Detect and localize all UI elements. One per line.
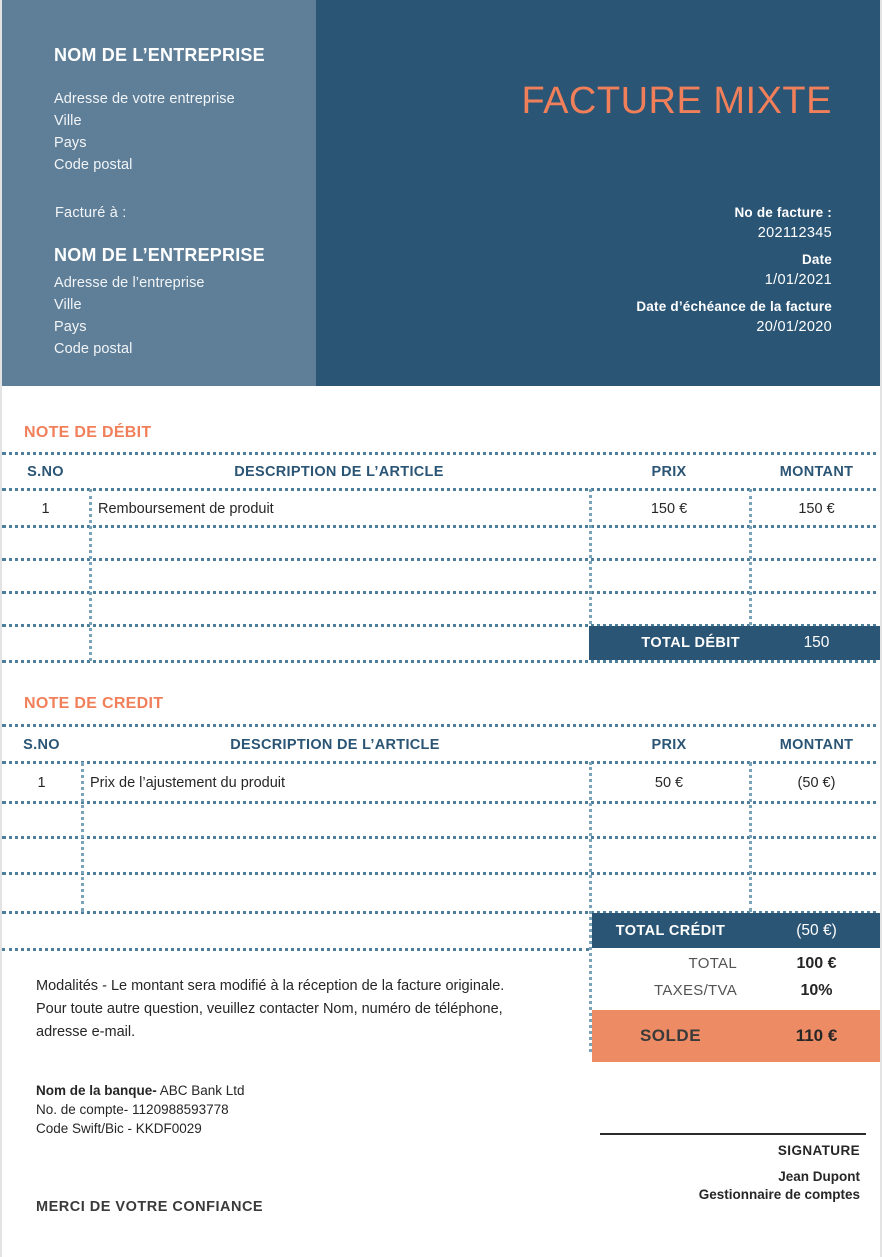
summary-tax-label: TAXES/TVA [654, 982, 737, 999]
client-address-line-2: Ville [54, 297, 82, 313]
summary-balance-value: 110 € [795, 1026, 838, 1045]
invoice-due-label: Date d’échéance de la facture [636, 299, 832, 314]
debit-total-label: TOTAL DÉBIT [641, 635, 740, 651]
credit-divider-sno [81, 762, 84, 912]
thank-you-note: MERCI DE VOTRE CONFIANCE [36, 1199, 264, 1215]
client-company-name: NOM DE L’ENTREPRISE [54, 245, 265, 265]
client-address [54, 272, 205, 360]
summary-total-value: 100 € [796, 954, 837, 972]
invoice-due-value: 20/01/2020 [756, 319, 832, 335]
invoice-due-block [636, 297, 832, 338]
debit-col-description: DESCRIPTION DE L’ARTICLE [234, 464, 444, 480]
debit-col-price: PRIX [651, 464, 687, 480]
invoice-number-block [636, 203, 832, 244]
terms-line-1: Modalités - Le montant sera modifié à la réception de la facture originale. [36, 978, 505, 994]
invoice-meta [636, 203, 832, 344]
supplier-address-line-4: Code postal [54, 157, 133, 173]
client-address-line-3: Pays [54, 319, 87, 335]
signature-role: Gestionnaire de comptes [698, 1187, 860, 1202]
bank-details [36, 1081, 245, 1138]
signature-block [699, 1143, 860, 1204]
invoice-date-block [636, 250, 832, 291]
invoice-header [2, 0, 882, 386]
credit-total-bar [592, 913, 882, 948]
summary-balance-row [592, 1010, 882, 1062]
credit-row-1-description: Prix de l’ajustement du produit [90, 775, 286, 791]
credit-col-amount: MONTANT [779, 737, 854, 753]
signature-rule [600, 1133, 866, 1135]
credit-col-description: DESCRIPTION DE L’ARTICLE [230, 737, 440, 753]
bank-swift-line: Code Swift/Bic - KKDF0029 [36, 1121, 202, 1136]
bank-name-label: Nom de la banque- [36, 1083, 157, 1098]
debit-divider-sno [89, 489, 92, 661]
invoice-date-value: 1/01/2021 [764, 272, 832, 288]
debit-rule-top [2, 452, 882, 455]
signature-name: Jean Dupont [778, 1169, 860, 1184]
supplier-company-name: NOM DE L’ENTREPRISE [54, 45, 265, 65]
terms-text [36, 975, 536, 1044]
credit-row-1-amount: (50 €) [797, 775, 836, 791]
bank-name-value: ABC Bank Ltd [156, 1083, 245, 1098]
debit-section-title: NOTE DE DÉBIT [24, 424, 152, 441]
signature-title: SIGNATURE [777, 1143, 860, 1158]
invoice-date-label: Date [801, 252, 832, 267]
summary-total-row [592, 950, 882, 977]
debit-col-sno: S.NO [27, 464, 64, 480]
credit-col-price: PRIX [651, 737, 687, 753]
credit-rule-top [2, 724, 882, 727]
debit-row-1-price: 150 € [650, 500, 688, 517]
summary-total-label: TOTAL [688, 955, 737, 972]
credit-divider-price [589, 762, 592, 1052]
debit-total-bar [589, 626, 882, 660]
debit-row-1-sno: 1 [41, 500, 50, 517]
summary-tax-value: 10% [800, 981, 833, 999]
credit-col-sno: S.NO [23, 737, 60, 753]
credit-row-1-sno: 1 [37, 775, 46, 791]
debit-row-1-amount: 150 € [798, 500, 835, 517]
supplier-address [54, 88, 235, 176]
bank-account-line: No. de compte- 1120988593778 [36, 1102, 229, 1117]
supplier-address-line-1: Adresse de votre entreprise [54, 91, 235, 107]
credit-row-1-price: 50 € [654, 775, 684, 791]
summary-tax-row [592, 977, 882, 1004]
summary-balance-label: SOLDE [639, 1026, 702, 1045]
credit-rule-spacer [2, 948, 589, 951]
bank-name-line [36, 1081, 245, 1100]
supplier-address-line-2: Ville [54, 113, 82, 129]
client-address-line-1: Adresse de l’entreprise [54, 275, 205, 291]
debit-row-1-description: Remboursement de produit [98, 500, 274, 517]
client-address-line-4: Code postal [54, 341, 133, 357]
invoice-title: FACTURE MIXTE [521, 80, 832, 122]
supplier-address-line-3: Pays [54, 135, 87, 151]
terms-line-2: Pour toute autre question, veuillez contacter Nom, numéro de téléphone, adresse e-mail. [36, 1001, 503, 1040]
credit-total-value: (50 €) [796, 921, 837, 939]
debit-col-amount: MONTANT [779, 464, 854, 480]
credit-total-label: TOTAL CRÉDIT [615, 922, 726, 939]
credit-section-title: NOTE DE CREDIT [24, 695, 164, 712]
invoice-number-label: No de facture : [734, 205, 832, 220]
billed-to-label: Facturé à : [55, 205, 127, 221]
invoice-number-value: 202112345 [757, 225, 832, 241]
debit-total-value: 150 [803, 634, 830, 651]
